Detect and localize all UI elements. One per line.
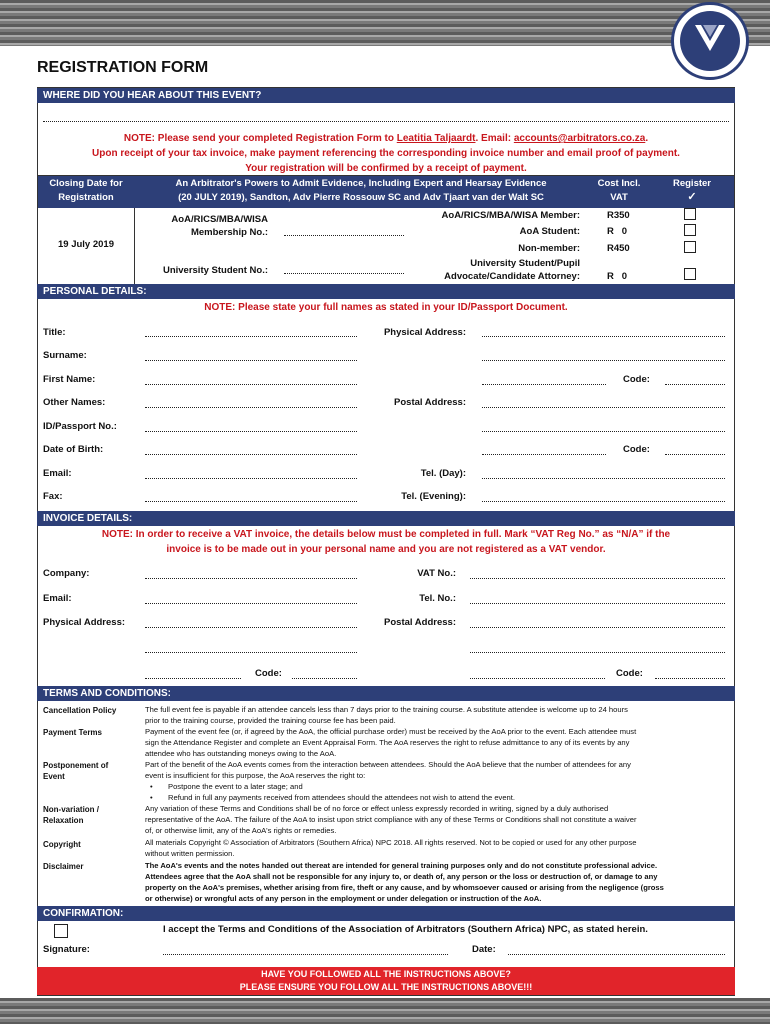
- title-label: Title:: [43, 327, 66, 338]
- top-decorative-stripe: [0, 0, 770, 46]
- disclaimer-line-1: The AoA's events and the notes handed out thereat are intended for general training purposes only and do not constitute professional advice.: [145, 861, 658, 870]
- copyright-label: Copyright: [43, 840, 81, 849]
- terms-line-5: attendee who has outstanding moneys owing to the AoA.: [145, 749, 337, 758]
- physical-code-field[interactable]: [665, 384, 725, 385]
- membership-label-1: AoA/RICS/MBA/WISA: [171, 214, 268, 225]
- hear-about-field[interactable]: [43, 121, 729, 122]
- accept-terms-text: I accept the Terms and Conditions of the Association of Arbitrators (Southern Africa) NPC, as stated herein.: [163, 924, 648, 935]
- signature-field[interactable]: [163, 954, 448, 955]
- invoice-email-field[interactable]: [145, 603, 357, 604]
- physical-address-label: Physical Address:: [383, 327, 466, 338]
- event-title-2: (20 JULY 2019), Sandton, Adv Pierre Rossouw SC and Adv Tjaart van der Walt SC: [178, 192, 544, 203]
- disclaimer-line-2: Attendees agree that the AoA shall not be responsible for any injury to, or death of, any person or the loss or destruction of, or damage to any: [145, 872, 658, 881]
- invoice-physical-field-2[interactable]: [145, 652, 357, 653]
- invoice-physical-field-3[interactable]: [145, 678, 241, 679]
- other-names-label: Other Names:: [43, 397, 106, 408]
- pupil-row-cost: R 0: [607, 271, 628, 282]
- banner-line-1: HAVE YOU FOLLOWED ALL THE INSTRUCTIONS ABOVE?: [261, 969, 511, 979]
- student-register-checkbox[interactable]: [684, 224, 696, 236]
- cost-header-1: Cost Incl.: [597, 178, 641, 189]
- terms-heading: TERMS AND CONDITIONS:: [37, 686, 735, 701]
- tel-no-field[interactable]: [470, 603, 725, 604]
- terms-line-9: representative of the AoA. The failure of the AoA to insist upon strict compliance with any of these Terms or Conditions shall not constitute a waiver: [145, 815, 637, 824]
- postal-code-label: Code:: [623, 444, 650, 455]
- invoice-note-1: NOTE: In order to receive a VAT invoice, the details below must be completed in full. Mark “VAT Reg No.” as “N/A” if the: [101, 529, 671, 540]
- invoice-note-2: invoice is to be made out in your personal name and you are not registered as a VAT vendor.: [166, 544, 606, 555]
- terms-line-3: Payment of the event fee (or, if agreed by the AoA, the official purchase order) must be received by the AoA prior to the event. Each attendee must: [145, 727, 637, 736]
- terms-bullet-1: Postpone the event to a later stage; and: [168, 782, 303, 791]
- membership-label-2: Membership No.:: [190, 227, 268, 238]
- id-passport-field[interactable]: [145, 431, 357, 432]
- id-passport-label: ID/Passport No.:: [43, 421, 117, 432]
- postal-address-field-2[interactable]: [482, 431, 725, 432]
- nonmember-row-label: Non-member:: [518, 243, 580, 254]
- email-label: Email:: [43, 468, 72, 479]
- fax-label: Fax:: [43, 491, 63, 502]
- terms-line-7: event is insufficient for this purpose, the AoA reserves the right to:: [145, 771, 366, 780]
- member-row-label: AoA/RICS/MBA/WISA Member:: [441, 210, 580, 221]
- tel-day-field[interactable]: [482, 478, 725, 479]
- fax-field[interactable]: [145, 501, 357, 502]
- payment-note-line3: Your registration will be confirmed by a receipt of payment.: [245, 163, 527, 174]
- personal-note: NOTE: Please state your full names as stated in your ID/Passport Document.: [204, 302, 568, 313]
- bottom-decorative-stripe: [0, 998, 770, 1024]
- terms-bullet-2: Refund in full any payments received from attendees should the attendees not wish to attend the event.: [168, 793, 515, 802]
- nonmember-register-checkbox[interactable]: [684, 241, 696, 253]
- disclaimer-line-3: property on the AoA's premises, whether arising from fire, theft or any cause, and by whomsoever caused or arising from the negligence (gross: [145, 883, 664, 892]
- invoice-code-right-field[interactable]: [655, 678, 725, 679]
- dob-field[interactable]: [145, 454, 357, 455]
- invoice-code-left-label: Code:: [255, 668, 282, 679]
- postal-address-label: Postal Address:: [394, 397, 466, 408]
- tel-day-label: Tel. (Day):: [420, 468, 466, 479]
- terms-line-4: sign the Attendance Register and complete an Event Appraisal Form. The AoA reserves the right to refuse admittance to any of its events by any: [145, 738, 630, 747]
- event-title-1: An Arbitrator's Powers to Admit Evidence, Including Expert and Hearsay Evidence: [175, 178, 547, 189]
- cost-header-2: VAT: [610, 192, 628, 203]
- pupil-row-label-1: University Student/Pupil: [470, 258, 580, 269]
- physical-address-field-3[interactable]: [482, 384, 606, 385]
- company-label: Company:: [43, 568, 90, 579]
- company-field[interactable]: [145, 578, 357, 579]
- postal-code-field[interactable]: [665, 454, 725, 455]
- email-link[interactable]: accounts@arbitrators.co.za: [513, 133, 646, 144]
- date-label: Date:: [472, 944, 496, 955]
- payment-terms-label: Payment Terms: [43, 728, 102, 737]
- page-title: REGISTRATION FORM: [37, 59, 209, 76]
- terms-line-2: prior to the training course, provided the training course fee has been paid.: [145, 716, 396, 725]
- invoice-postal-field-2[interactable]: [470, 652, 725, 653]
- payment-note-line1: NOTE: Please send your completed Registration Form to Leatitia Taljaardt. Email: accounts@arbitrators.co.za.: [123, 133, 649, 144]
- register-check-icon: ✓: [687, 191, 697, 203]
- date-field[interactable]: [508, 954, 725, 955]
- pupil-register-checkbox[interactable]: [684, 268, 696, 280]
- email-field[interactable]: [145, 478, 357, 479]
- confirmation-heading: CONFIRMATION:: [37, 906, 735, 921]
- bullet-icon: •: [150, 793, 153, 802]
- terms-line-6: Part of the benefit of the AoA events comes from the interaction between attendees. Should the AoA believe that the number of attendees for any: [145, 760, 631, 769]
- nonvariation-label-2: Relaxation: [43, 816, 84, 825]
- postponement-label-2: Event: [43, 772, 65, 781]
- event-col-divider-1: [134, 208, 135, 284]
- closing-date: 19 July 2019: [58, 239, 114, 250]
- member-row-cost: R350: [607, 210, 630, 221]
- invoice-physical-label: Physical Address:: [43, 617, 126, 628]
- student-row-label: AoA Student:: [519, 226, 580, 237]
- physical-address-field-2[interactable]: [482, 360, 725, 361]
- association-of-arbitrators-logo-icon: [671, 2, 749, 80]
- title-field[interactable]: [145, 336, 357, 337]
- nonmember-row-cost: R450: [607, 243, 630, 254]
- invoice-code-right-label: Code:: [616, 668, 643, 679]
- banner-line-2: PLEASE ENSURE YOU FOLLOW ALL THE INSTRUCTIONS ABOVE!!!: [239, 982, 533, 992]
- dob-label: Date of Birth:: [43, 444, 104, 455]
- student-no-field[interactable]: [284, 273, 404, 274]
- closing-header-1: Closing Date for: [49, 178, 123, 189]
- payment-note-line2: Upon receipt of your tax invoice, make payment referencing the corresponding invoice number and email proof of payment.: [92, 148, 680, 159]
- invoice-postal-label: Postal Address:: [384, 617, 456, 628]
- invoice-postal-field-3[interactable]: [470, 678, 605, 679]
- tel-no-label: Tel. No.:: [419, 593, 456, 604]
- invoice-email-label: Email:: [43, 593, 72, 604]
- terms-line-11: All materials Copyright © Association of Arbitrators (Southern Africa) NPC 2018. All rights reserved. Not to be copied or used for any other purpose: [145, 838, 637, 847]
- first-name-label: First Name:: [43, 374, 96, 385]
- hear-about-heading: WHERE DID YOU HEAR ABOUT THIS EVENT?: [37, 88, 735, 103]
- surname-label: Surname:: [43, 350, 87, 361]
- vat-no-label: VAT No.:: [417, 568, 456, 579]
- postal-address-field-1[interactable]: [482, 407, 725, 408]
- disclaimer-line-4: or otherwise) or wrongful acts of any person in the employment or under delegation or instruction of the AoA.: [145, 894, 542, 903]
- terms-line-12: without written permission.: [145, 849, 235, 858]
- postponement-label-1: Postponement of: [43, 761, 109, 770]
- terms-line-1: The full event fee is payable if an attendee cancels less than 7 days prior to the training course. A substitute attendee is welcome up to 24 hours: [145, 705, 628, 714]
- signature-label: Signature:: [43, 944, 90, 955]
- membership-no-field[interactable]: [284, 235, 404, 236]
- physical-code-label: Code:: [623, 374, 650, 385]
- invoice-code-left-field[interactable]: [292, 678, 357, 679]
- closing-header-2: Registration: [58, 192, 114, 203]
- invoice-postal-field-1[interactable]: [470, 627, 725, 628]
- register-header: Register: [672, 178, 711, 189]
- pupil-row-label-2: Advocate/Candidate Attorney:: [444, 271, 580, 282]
- accept-terms-checkbox[interactable]: [54, 924, 68, 938]
- instructions-banner: [37, 967, 735, 995]
- surname-field[interactable]: [145, 360, 357, 361]
- nonvariation-label-1: Non-variation /: [43, 805, 100, 814]
- logo-mark-icon: [691, 19, 729, 57]
- other-names-field[interactable]: [145, 407, 357, 408]
- tel-evening-label: Tel. (Evening):: [401, 491, 466, 502]
- terms-line-10: of, or otherwise limit, any of the AoA's rights or remedies.: [145, 826, 337, 835]
- postal-address-field-3[interactable]: [482, 454, 606, 455]
- first-name-field[interactable]: [145, 384, 357, 385]
- disclaimer-label: Disclaimer: [43, 862, 84, 871]
- contact-name-link[interactable]: Leatitia Taljaardt: [396, 133, 476, 144]
- invoice-heading: INVOICE DETAILS:: [37, 511, 735, 526]
- physical-address-field-1[interactable]: [482, 336, 725, 337]
- student-row-cost: R 0: [607, 226, 628, 237]
- member-register-checkbox[interactable]: [684, 208, 696, 220]
- student-no-label: University Student No.:: [162, 265, 268, 276]
- terms-line-8: Any variation of these Terms and Conditions shall be of no force or effect unless expressly recorded in writing, signed by a duly authorised: [145, 804, 609, 813]
- bullet-icon: •: [150, 782, 153, 791]
- tel-evening-field[interactable]: [482, 501, 725, 502]
- vat-no-field[interactable]: [470, 578, 725, 579]
- personal-heading: PERSONAL DETAILS:: [37, 284, 735, 299]
- invoice-physical-field-1[interactable]: [145, 627, 357, 628]
- cancellation-label: Cancellation Policy: [43, 706, 117, 715]
